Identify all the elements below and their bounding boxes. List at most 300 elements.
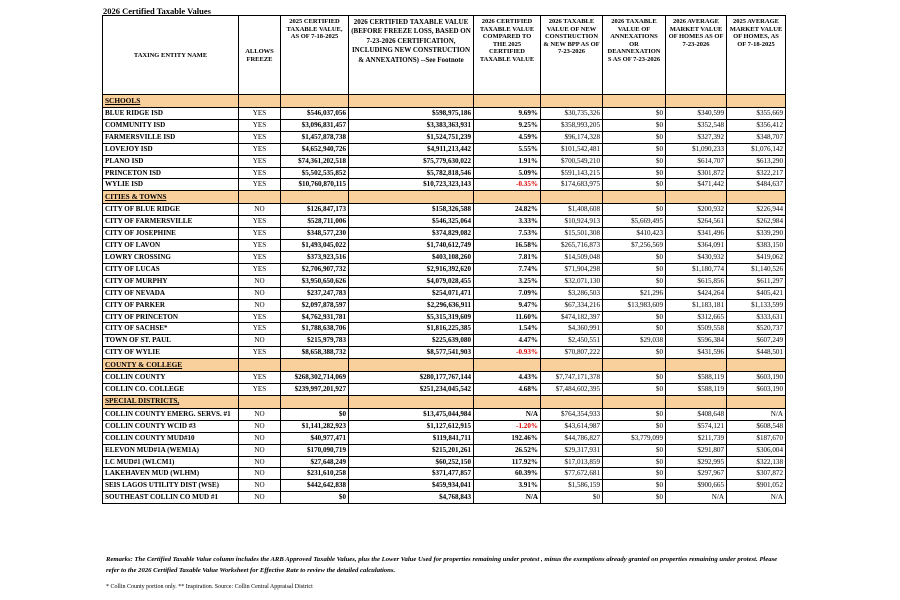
cert-2026-value: $1,740,612,749 — [349, 240, 474, 252]
new-construction-value: $1,586,159 — [541, 480, 603, 492]
allows-freeze: YES — [239, 216, 281, 228]
section-blank-cell — [666, 191, 727, 204]
avg-market-2025: $383,150 — [727, 240, 786, 252]
avg-market-2025: $484,637 — [727, 179, 786, 191]
table-row — [103, 335, 786, 347]
table-row — [103, 263, 786, 275]
table-row — [103, 240, 786, 252]
cert-2025-value: $528,711,006 — [281, 216, 349, 228]
avg-market-2026: $430,932 — [666, 251, 727, 263]
new-construction-value: $0 — [541, 492, 603, 504]
annexation-value: $5,669,495 — [603, 216, 666, 228]
entity-name: PLANO ISD — [103, 155, 239, 167]
avg-market-2026: $596,384 — [666, 335, 727, 347]
avg-market-2026: $340,599 — [666, 108, 727, 120]
table-row — [103, 468, 786, 480]
percent-change: N/A — [474, 492, 541, 504]
allows-freeze: YES — [239, 240, 281, 252]
entity-name: ELEVON MUD#1A (WEM1A) — [103, 444, 239, 456]
section-blank-cell — [349, 359, 474, 372]
entity-name: LOVEJOY ISD — [103, 143, 239, 155]
cert-2026-value: $4,079,028,455 — [349, 275, 474, 287]
avg-market-2026: $211,739 — [666, 432, 727, 444]
table-row — [103, 492, 786, 504]
new-construction-value: $44,786,827 — [541, 432, 603, 444]
annexation-value: $0 — [603, 456, 666, 468]
cert-2026-value: $3,383,363,931 — [349, 119, 474, 131]
annexation-value: $0 — [603, 347, 666, 359]
avg-market-2026: $408,648 — [666, 408, 727, 420]
percent-change: 4.47% — [474, 335, 541, 347]
table-row — [103, 204, 786, 216]
section-blank-cell — [281, 95, 349, 108]
entity-name: COLLIN COUNTY MUD#10 — [103, 432, 239, 444]
new-construction-value: $67,334,216 — [541, 299, 603, 311]
annexation-value: $0 — [603, 204, 666, 216]
section-label: SCHOOLS — [103, 95, 239, 108]
table-row — [103, 444, 786, 456]
section-label: COUNTY & COLLEGE — [103, 359, 239, 372]
section-blank-cell — [281, 359, 349, 372]
cert-2025-value: $442,642,838 — [281, 480, 349, 492]
section-header-row — [103, 395, 786, 408]
section-blank-cell — [281, 395, 349, 408]
percent-change: 60.39% — [474, 468, 541, 480]
entity-name: COMMUNITY ISD — [103, 119, 239, 131]
percent-change: -0.35% — [474, 179, 541, 191]
section-blank-cell — [603, 191, 666, 204]
annexation-value: $0 — [603, 468, 666, 480]
table-row — [103, 432, 786, 444]
table-row — [103, 143, 786, 155]
avg-market-2025: $306,004 — [727, 444, 786, 456]
entity-name: PRINCETON ISD — [103, 167, 239, 179]
new-construction-value: $77,672,681 — [541, 468, 603, 480]
cert-2025-value: $0 — [281, 408, 349, 420]
header-annexations: 2026 TAXABLE VALUE OF ANNEXATIONS OR DEANNEXATION S AS OF 7-23-2026 — [603, 16, 666, 95]
table-row — [103, 287, 786, 299]
allows-freeze: YES — [239, 119, 281, 131]
cert-2025-value: $231,610,258 — [281, 468, 349, 480]
annexation-value: $7,256,569 — [603, 240, 666, 252]
allows-freeze: YES — [239, 167, 281, 179]
cert-2026-value: $598,975,186 — [349, 108, 474, 120]
new-construction-value: $2,450,551 — [541, 335, 603, 347]
cert-2025-value: $373,923,516 — [281, 251, 349, 263]
section-blank-cell — [541, 191, 603, 204]
allows-freeze: NO — [239, 335, 281, 347]
cert-2025-value: $546,037,056 — [281, 108, 349, 120]
avg-market-2026: $614,707 — [666, 155, 727, 167]
avg-market-2025: $1,140,526 — [727, 263, 786, 275]
table-row — [103, 108, 786, 120]
cert-2026-value: $1,524,751,239 — [349, 131, 474, 143]
cert-2025-value: $1,788,638,706 — [281, 323, 349, 335]
allows-freeze: NO — [239, 408, 281, 420]
cert-2026-value: $1,127,612,915 — [349, 420, 474, 432]
header-taxing-entity: TAXING ENTITY NAME — [103, 16, 239, 95]
section-blank-cell — [666, 359, 727, 372]
avg-market-2025: $419,062 — [727, 251, 786, 263]
allows-freeze: NO — [239, 299, 281, 311]
annexation-value: $21,296 — [603, 287, 666, 299]
cert-2025-value: $170,090,719 — [281, 444, 349, 456]
allows-freeze: YES — [239, 108, 281, 120]
new-construction-value: $101,542,481 — [541, 143, 603, 155]
avg-market-2025: $307,872 — [727, 468, 786, 480]
table-row — [103, 275, 786, 287]
new-construction-value: $3,286,503 — [541, 287, 603, 299]
avg-market-2026: $1,090,233 — [666, 143, 727, 155]
remarks-text: Remarks: The Certified Taxable Value column includes the ARB Approved Taxable Values, plus the Lower Value Used for properties remaining under protest , minus the exemptions already granted on properties remaining under protest. Please refer to the 2026 Certified Taxable Value Worksheet for Effective Rate to review the detailed calculations. — [106, 556, 778, 574]
section-blank-cell — [474, 191, 541, 204]
section-blank-cell — [239, 359, 281, 372]
percent-change: 16.58% — [474, 240, 541, 252]
table-body — [103, 95, 786, 504]
entity-name: COLLIN COUNTY WCID #3 — [103, 420, 239, 432]
annexation-value: $13,983,609 — [603, 299, 666, 311]
table-row — [103, 216, 786, 228]
cert-2025-value: $5,502,535,852 — [281, 167, 349, 179]
cert-2026-value: $10,723,323,143 — [349, 179, 474, 191]
cert-2026-value: $371,477,857 — [349, 468, 474, 480]
avg-market-2026: $364,091 — [666, 240, 727, 252]
entity-name: CITY OF SACHSE* — [103, 323, 239, 335]
new-construction-value: $32,071,130 — [541, 275, 603, 287]
annexation-value: $0 — [603, 372, 666, 384]
cert-2026-value: $1,816,225,385 — [349, 323, 474, 335]
entity-name: COLLIN COUNTY EMERG. SERVS. #1 — [103, 408, 239, 420]
avg-market-2025: N/A — [727, 492, 786, 504]
cert-2025-value: $4,652,940,726 — [281, 143, 349, 155]
annexation-value: $0 — [603, 275, 666, 287]
annexation-value: $0 — [603, 492, 666, 504]
cert-2026-value: $13,475,044,984 — [349, 408, 474, 420]
avg-market-2026: $900,665 — [666, 480, 727, 492]
cert-2026-value: $4,768,843 — [349, 492, 474, 504]
entity-name: CITY OF WYLIE — [103, 347, 239, 359]
table-row — [103, 228, 786, 240]
percent-change: 9.25% — [474, 119, 541, 131]
avg-market-2026: $471,442 — [666, 179, 727, 191]
entity-name: CITY OF MURPHY — [103, 275, 239, 287]
cert-2025-value: $237,247,783 — [281, 287, 349, 299]
percent-change: 7.09% — [474, 287, 541, 299]
percent-change: 7.74% — [474, 263, 541, 275]
cert-2026-value: $5,782,818,546 — [349, 167, 474, 179]
table-row — [103, 167, 786, 179]
cert-2026-value: $158,326,588 — [349, 204, 474, 216]
allows-freeze: YES — [239, 263, 281, 275]
annexation-value: $0 — [603, 167, 666, 179]
annexation-value: $0 — [603, 108, 666, 120]
table-row — [103, 347, 786, 359]
annexation-value: $0 — [603, 131, 666, 143]
allows-freeze: YES — [239, 228, 281, 240]
cert-2026-value: $2,296,636,911 — [349, 299, 474, 311]
table-row — [103, 311, 786, 323]
table-row — [103, 155, 786, 167]
avg-market-2025: $322,217 — [727, 167, 786, 179]
annexation-value: $0 — [603, 444, 666, 456]
header-2026-certified: 2026 CERTIFIED TAXABLE VALUE (BEFORE FREEZE LOSS, BASED ON 7-23-2026 CERTIFICATION, INCLUDING NEW CONSTRUCTION & ANNEXATIONS) --See Footnote — [349, 16, 474, 95]
avg-market-2026: $297,967 — [666, 468, 727, 480]
section-blank-cell — [239, 395, 281, 408]
section-blank-cell — [474, 95, 541, 108]
avg-market-2026: $200,932 — [666, 204, 727, 216]
avg-market-2025: $322,138 — [727, 456, 786, 468]
table-row — [103, 480, 786, 492]
entity-name: COLLIN COUNTY — [103, 372, 239, 384]
percent-change: N/A — [474, 408, 541, 420]
entity-name: BLUE RIDGE ISD — [103, 108, 239, 120]
avg-market-2025: $613,290 — [727, 155, 786, 167]
avg-market-2026: $588,119 — [666, 372, 727, 384]
section-blank-cell — [727, 395, 786, 408]
allows-freeze: NO — [239, 444, 281, 456]
table-row — [103, 251, 786, 263]
percent-change: 9.47% — [474, 299, 541, 311]
table-row — [103, 131, 786, 143]
new-construction-value: $70,807,222 — [541, 347, 603, 359]
cert-2026-value: $546,325,064 — [349, 216, 474, 228]
section-blank-cell — [666, 395, 727, 408]
new-construction-value: $43,614,987 — [541, 420, 603, 432]
percent-change: 1.54% — [474, 323, 541, 335]
avg-market-2025: $226,944 — [727, 204, 786, 216]
percent-change: 24.82% — [474, 204, 541, 216]
allows-freeze: YES — [239, 155, 281, 167]
avg-market-2026: $341,496 — [666, 228, 727, 240]
table-row — [103, 119, 786, 131]
avg-market-2026: $1,183,181 — [666, 299, 727, 311]
table-row — [103, 372, 786, 384]
new-construction-value: $15,501,308 — [541, 228, 603, 240]
cert-2025-value: $239,997,201,927 — [281, 384, 349, 396]
header-percent-change: 2026 CERTIFIED TAXABLE VALUE COMPARED TO THE 2025 CERTIFIED TAXABLE VALUE — [474, 16, 541, 95]
avg-market-2025: $603,190 — [727, 372, 786, 384]
percent-change: -0.93% — [474, 347, 541, 359]
avg-market-2025: $611,297 — [727, 275, 786, 287]
cert-2025-value: $1,141,282,923 — [281, 420, 349, 432]
document-title: 2026 Certified Taxable Values — [103, 6, 211, 16]
percent-change: 117.92% — [474, 456, 541, 468]
allows-freeze: NO — [239, 275, 281, 287]
cert-2025-value: $27,648,249 — [281, 456, 349, 468]
percent-change: 3.25% — [474, 275, 541, 287]
allows-freeze: YES — [239, 311, 281, 323]
allows-freeze: YES — [239, 179, 281, 191]
table-row — [103, 456, 786, 468]
new-construction-value: $1,408,608 — [541, 204, 603, 216]
header-allows-freeze: ALLOWS FREEZE — [239, 16, 281, 95]
allows-freeze: YES — [239, 143, 281, 155]
entity-name: LAKEHAVEN MUD (WLHM) — [103, 468, 239, 480]
entity-name: CITY OF PRINCETON — [103, 311, 239, 323]
new-construction-value: $265,716,873 — [541, 240, 603, 252]
table-row — [103, 179, 786, 191]
entity-name: FARMERSVILLE ISD — [103, 131, 239, 143]
cert-2025-value: $348,577,230 — [281, 228, 349, 240]
allows-freeze: YES — [239, 323, 281, 335]
annexation-value: $0 — [603, 263, 666, 275]
entity-name: SOUTHEAST COLLIN CO MUD #1 — [103, 492, 239, 504]
percent-change: 7.53% — [474, 228, 541, 240]
cert-2025-value: $74,361,202,518 — [281, 155, 349, 167]
avg-market-2025: $1,076,142 — [727, 143, 786, 155]
percent-change: 3.33% — [474, 216, 541, 228]
allows-freeze: YES — [239, 251, 281, 263]
avg-market-2025: $448,501 — [727, 347, 786, 359]
cert-2025-value: $3,950,650,626 — [281, 275, 349, 287]
cert-2026-value: $254,071,471 — [349, 287, 474, 299]
avg-market-2025: N/A — [727, 408, 786, 420]
section-header-row — [103, 95, 786, 108]
percent-change: -1.20% — [474, 420, 541, 432]
new-construction-value: $474,182,397 — [541, 311, 603, 323]
section-blank-cell — [727, 95, 786, 108]
section-blank-cell — [474, 395, 541, 408]
section-header-row — [103, 359, 786, 372]
avg-market-2026: $301,872 — [666, 167, 727, 179]
cert-2026-value: $403,108,260 — [349, 251, 474, 263]
annexation-value: $0 — [603, 420, 666, 432]
entity-name: COLLIN CO. COLLEGE — [103, 384, 239, 396]
entity-name: CITY OF PARKER — [103, 299, 239, 311]
annexation-value: $0 — [603, 323, 666, 335]
footnote-text: * Collin County portion only. ** Inspiration. Source: Collin Central Appraisal District — [106, 584, 313, 590]
entity-name: CITY OF LUCAS — [103, 263, 239, 275]
cert-2026-value: $119,841,711 — [349, 432, 474, 444]
cert-2026-value: $225,639,080 — [349, 335, 474, 347]
annexation-value: $29,038 — [603, 335, 666, 347]
avg-market-2025: $355,669 — [727, 108, 786, 120]
cert-2025-value: $10,760,870,115 — [281, 179, 349, 191]
section-blank-cell — [474, 359, 541, 372]
cert-2026-value: $8,577,541,903 — [349, 347, 474, 359]
table-row — [103, 299, 786, 311]
cert-2026-value: $5,315,319,609 — [349, 311, 474, 323]
cert-2025-value: $40,977,471 — [281, 432, 349, 444]
avg-market-2025: $901,052 — [727, 480, 786, 492]
avg-market-2026: $431,596 — [666, 347, 727, 359]
table-row — [103, 384, 786, 396]
annexation-value: $410,423 — [603, 228, 666, 240]
annexation-value: $0 — [603, 119, 666, 131]
entity-name: WYLIE ISD — [103, 179, 239, 191]
avg-market-2026: N/A — [666, 492, 727, 504]
entity-name: TOWN OF ST. PAUL — [103, 335, 239, 347]
section-blank-cell — [603, 359, 666, 372]
cert-2026-value: $75,779,630,022 — [349, 155, 474, 167]
section-label: SPECIAL DISTRICTS, — [103, 395, 239, 408]
new-construction-value: $7,747,171,378 — [541, 372, 603, 384]
percent-change: 4.68% — [474, 384, 541, 396]
section-blank-cell — [349, 191, 474, 204]
avg-market-2026: $312,665 — [666, 311, 727, 323]
percent-change: 3.91% — [474, 480, 541, 492]
avg-market-2026: $615,856 — [666, 275, 727, 287]
entity-name: LC MUD#1 (WLCM1) — [103, 456, 239, 468]
annexation-value: $0 — [603, 179, 666, 191]
header-avg-2025: 2025 AVERAGE MARKET VALUE OF HOMES, AS OF 7-18-2025 — [727, 16, 786, 95]
new-construction-value: $358,993,205 — [541, 119, 603, 131]
entity-name: CITY OF BLUE RIDGE — [103, 204, 239, 216]
allows-freeze: YES — [239, 384, 281, 396]
allows-freeze: NO — [239, 468, 281, 480]
avg-market-2026: $588,119 — [666, 384, 727, 396]
avg-market-2025: $520,737 — [727, 323, 786, 335]
cert-2025-value: $1,457,878,738 — [281, 131, 349, 143]
section-blank-cell — [281, 191, 349, 204]
avg-market-2026: $292,995 — [666, 456, 727, 468]
cert-2025-value: $8,658,388,732 — [281, 347, 349, 359]
cert-2025-value: $0 — [281, 492, 349, 504]
cert-2025-value: $215,979,783 — [281, 335, 349, 347]
new-construction-value: $30,735,326 — [541, 108, 603, 120]
percent-change: 4.59% — [474, 131, 541, 143]
section-blank-cell — [603, 95, 666, 108]
cert-2026-value: $459,934,041 — [349, 480, 474, 492]
percent-change: 7.81% — [474, 251, 541, 263]
allows-freeze: YES — [239, 347, 281, 359]
allows-freeze: NO — [239, 420, 281, 432]
annexation-value: $0 — [603, 384, 666, 396]
cert-2025-value: $2,706,907,732 — [281, 263, 349, 275]
new-construction-value: $591,143,215 — [541, 167, 603, 179]
header-row — [103, 16, 786, 95]
table-row — [103, 323, 786, 335]
avg-market-2025: $348,707 — [727, 131, 786, 143]
allows-freeze: NO — [239, 432, 281, 444]
new-construction-value: $174,683,975 — [541, 179, 603, 191]
allows-freeze: NO — [239, 480, 281, 492]
section-blank-cell — [239, 191, 281, 204]
avg-market-2025: $339,290 — [727, 228, 786, 240]
allows-freeze: NO — [239, 492, 281, 504]
new-construction-value: $17,013,859 — [541, 456, 603, 468]
new-construction-value: $96,174,328 — [541, 131, 603, 143]
avg-market-2025: $333,631 — [727, 311, 786, 323]
avg-market-2025: $405,421 — [727, 287, 786, 299]
section-blank-cell — [603, 395, 666, 408]
cert-2026-value: $251,234,045,542 — [349, 384, 474, 396]
section-blank-cell — [541, 359, 603, 372]
section-blank-cell — [541, 395, 603, 408]
avg-market-2026: $291,807 — [666, 444, 727, 456]
cert-2025-value: $3,096,831,457 — [281, 119, 349, 131]
cert-2026-value: $2,916,392,620 — [349, 263, 474, 275]
percent-change: 4.43% — [474, 372, 541, 384]
taxable-values-table — [102, 15, 786, 504]
percent-change: 11.60% — [474, 311, 541, 323]
annexation-value: $0 — [603, 480, 666, 492]
header-avg-2026: 2026 AVERAGE MARKET VALUE OF HOMES AS OF 7-23-2026 — [666, 16, 727, 95]
percent-change: 9.69% — [474, 108, 541, 120]
avg-market-2025: $187,670 — [727, 432, 786, 444]
entity-name: CITY OF NEVADA — [103, 287, 239, 299]
allows-freeze: YES — [239, 131, 281, 143]
table-row — [103, 408, 786, 420]
cert-2025-value: $2,097,878,597 — [281, 299, 349, 311]
percent-change: 26.52% — [474, 444, 541, 456]
percent-change: 5.55% — [474, 143, 541, 155]
section-blank-cell — [666, 95, 727, 108]
annexation-value: $0 — [603, 311, 666, 323]
avg-market-2026: $327,392 — [666, 131, 727, 143]
section-blank-cell — [349, 395, 474, 408]
avg-market-2026: $264,561 — [666, 216, 727, 228]
